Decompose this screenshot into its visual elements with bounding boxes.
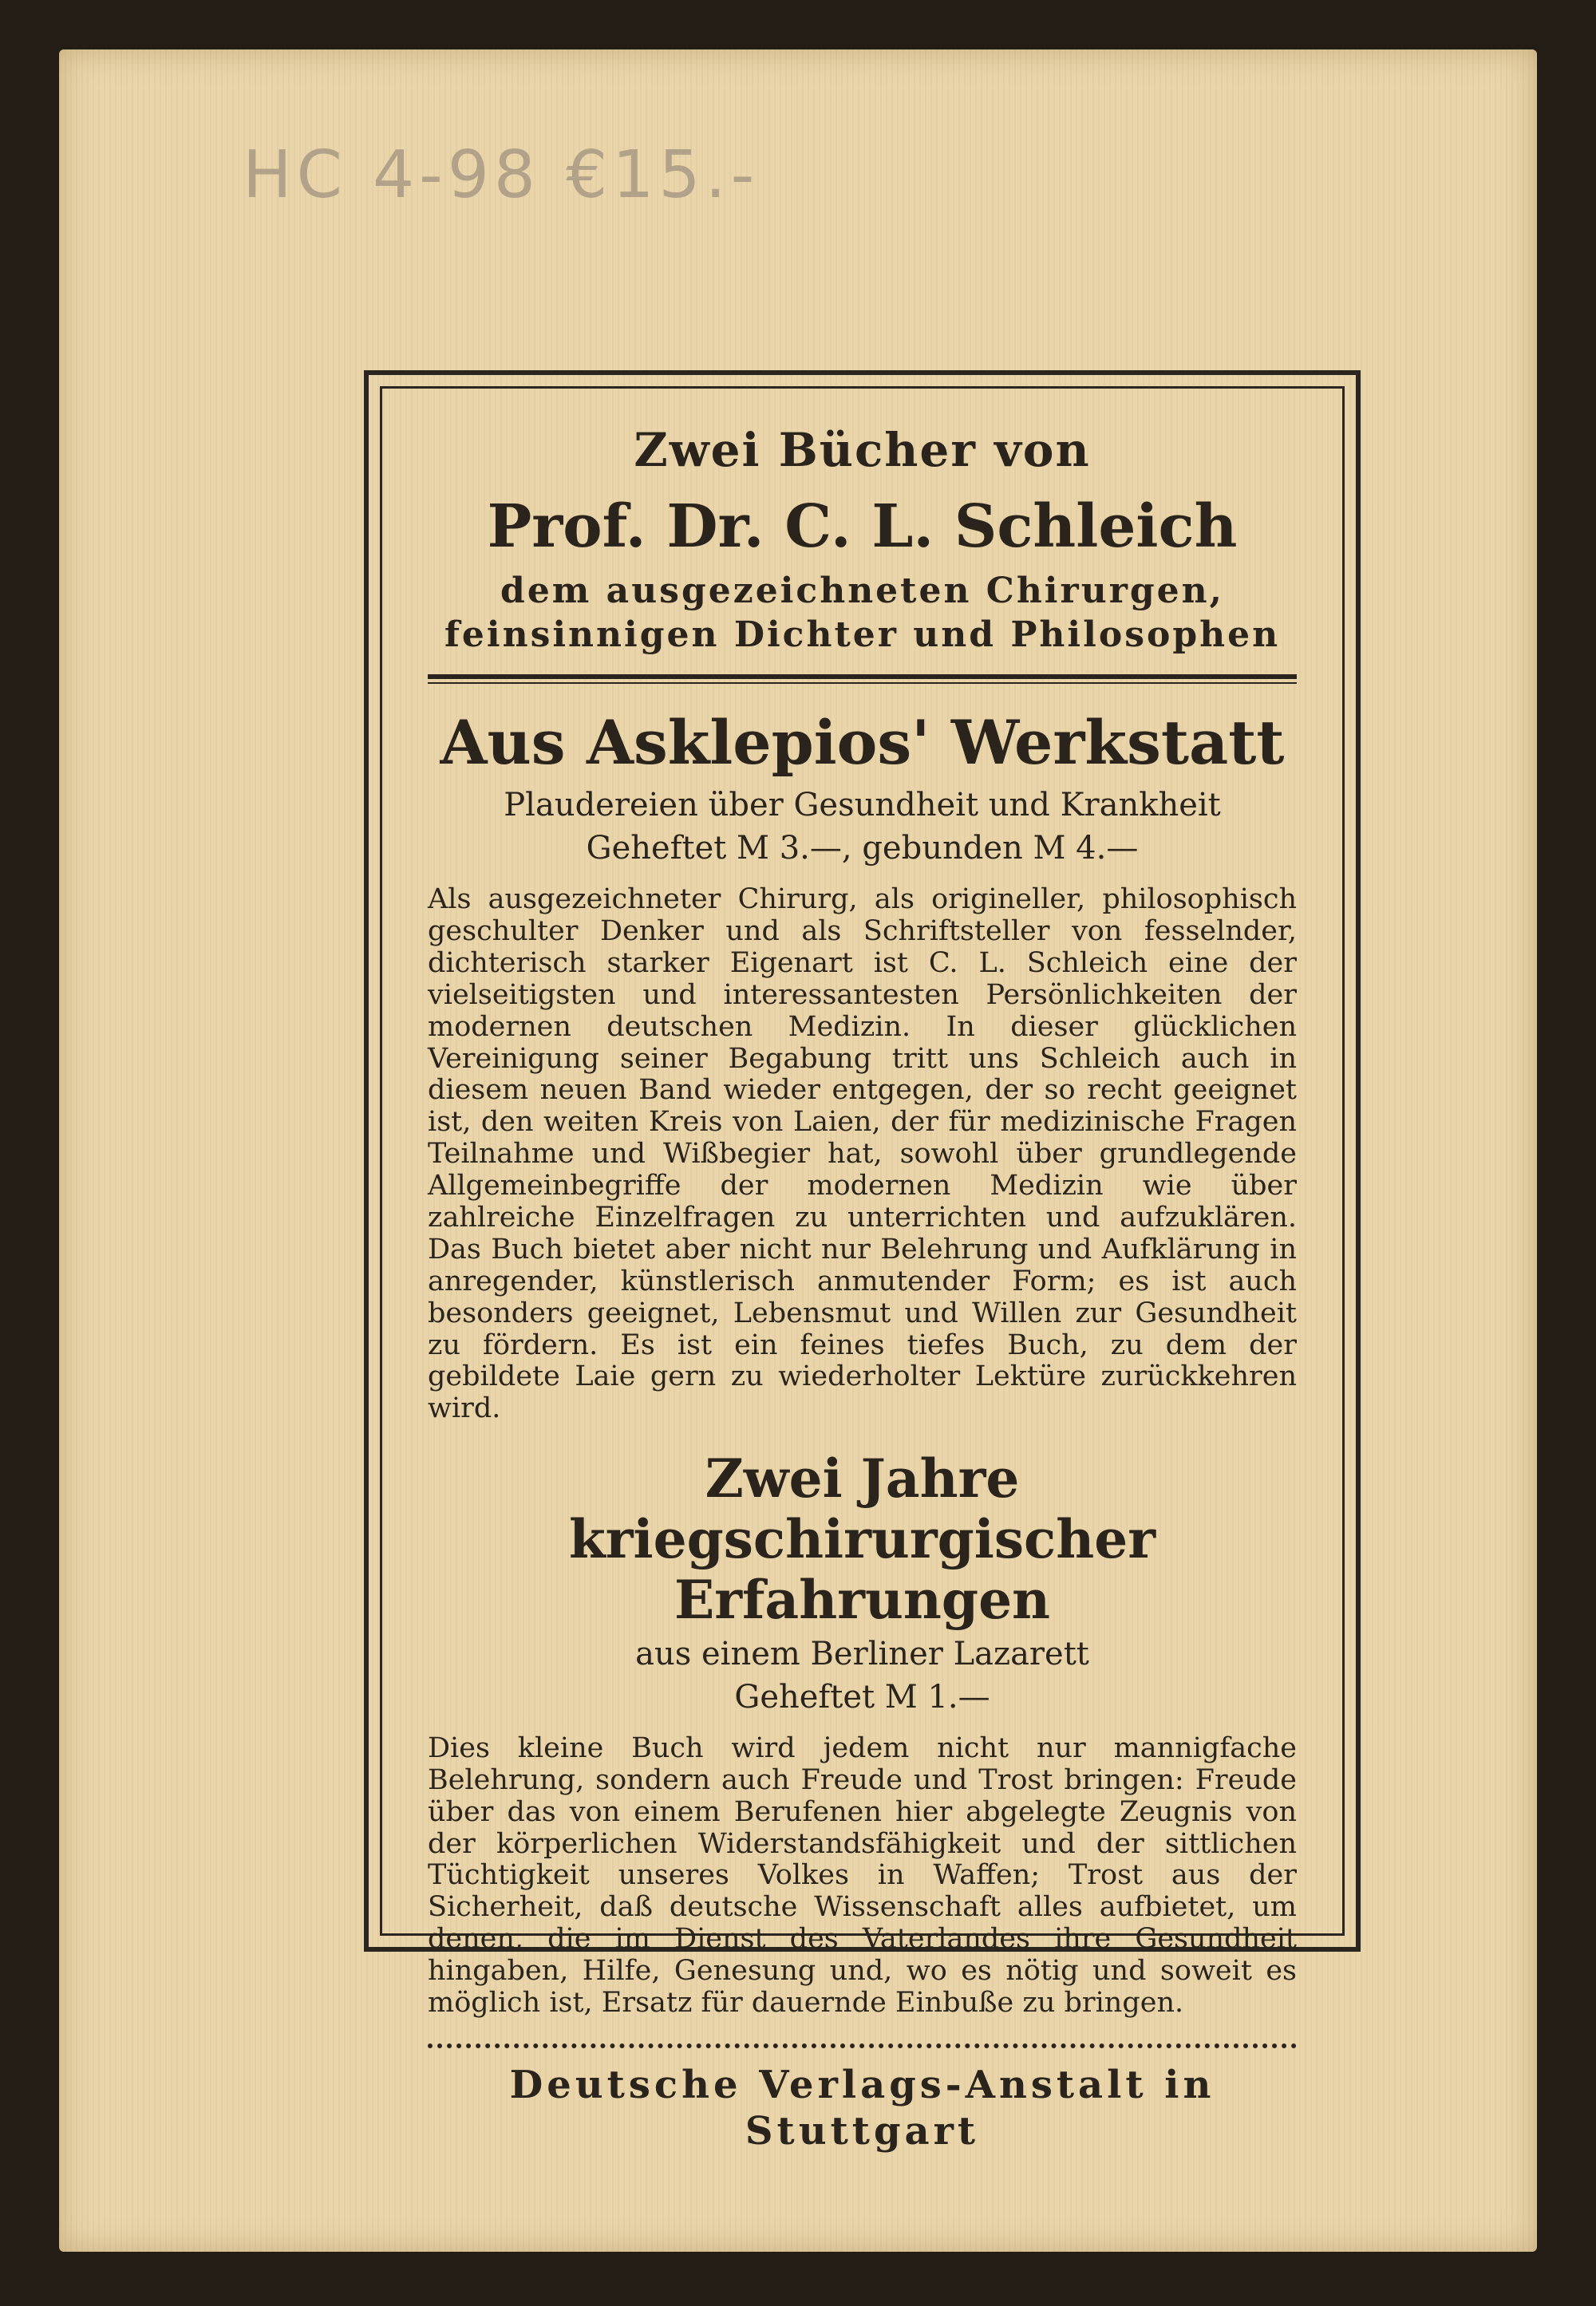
intro-heading: Zwei Bücher von bbox=[634, 423, 1091, 477]
book1-price: Geheftet M 3.—, gebunden M 4.— bbox=[586, 830, 1139, 867]
book2-section bbox=[428, 1449, 1297, 2020]
double-rule-divider bbox=[428, 674, 1297, 684]
advertisement-content bbox=[428, 423, 1297, 2154]
book2-title-line1: Zwei Jahre bbox=[705, 1447, 1020, 1510]
publisher-line: Deutsche Verlags-Anstalt in Stuttgart bbox=[509, 2062, 1215, 2154]
book1-description: Als ausgezeichneter Chirurg, als origineller, philosophisch geschulter Denker und als Schriftsteller von fesselnder, dichterisch starker Eigenart ist C. L. Schleich eine der vielseitigsten und interessantesten Persönlichkeiten der modernen deutschen Medizin. In dieser glücklichen Vereinigung seiner Begabung tritt uns Schleich auch in diesem neuen Band wieder entgegen, der so recht geeignet ist, den weiten Kreis von Laien, der für medizinische Fragen Teilnahme und Wißbegier hat, sowohl über grundlegende Allgemeinbegriffe der modernen Medizin wie über zahlreiche Einzelfragen zu unterrichten und aufzuklären. Das Buch bietet aber nicht nur Belehrung und Aufklärung in anregender, künstlerisch anmutender Form; es ist auch besonders geeignet, Lebensmut und Willen zur Gesundheit zu fördern. Es ist ein feines tiefes Buch, zu dem der gebildete Laie gern zu wiederholter Lektüre zurückkehren wird. bbox=[428, 883, 1297, 1425]
book1-subtitle: Plaudereien über Gesundheit und Krankheit bbox=[504, 787, 1221, 824]
author-description-line1: dem ausgezeichneten Chirurgen, bbox=[500, 570, 1224, 611]
book2-description: Dies kleine Buch wird jedem nicht nur mannigfache Belehrung, sondern auch Freude und Trost bringen: Freude über das von einem Berufenen hier abgelegte Zeugnis von der körperlichen Widerstandsfähigkeit und der sittlichen Tüchtigkeit unseres Volkes in Waffen; Trost aus der Sicherheit, daß deutsche Wissenschaft alles aufbietet, um denen, die im Dienst des Vaterlandes ihre Gesundheit hingaben, Hilfe, Genesung und, wo es nötig und soweit es möglich ist, Ersatz für dauernde Einbuße zu bringen. bbox=[428, 1731, 1297, 2020]
dotted-divider bbox=[428, 2043, 1297, 2048]
book1-title: Aus Asklepios' Werkstatt bbox=[440, 706, 1285, 778]
book2-title-line2: kriegschirurgischer Erfahrungen bbox=[569, 1508, 1156, 1631]
book2-price: Geheftet M 1.— bbox=[734, 1678, 990, 1716]
author-description-line2: feinsinnigen Dichter und Philosophen bbox=[444, 614, 1281, 655]
book2-subtitle: aus einem Berliner Lazarett bbox=[635, 1635, 1089, 1672]
book-back-cover bbox=[59, 49, 1537, 2252]
pencil-inventory-note: HC 4-98 €15.- bbox=[243, 137, 760, 213]
advertisement-frame bbox=[364, 370, 1361, 2154]
author-name: Prof. Dr. C. L. Schleich bbox=[487, 492, 1238, 561]
